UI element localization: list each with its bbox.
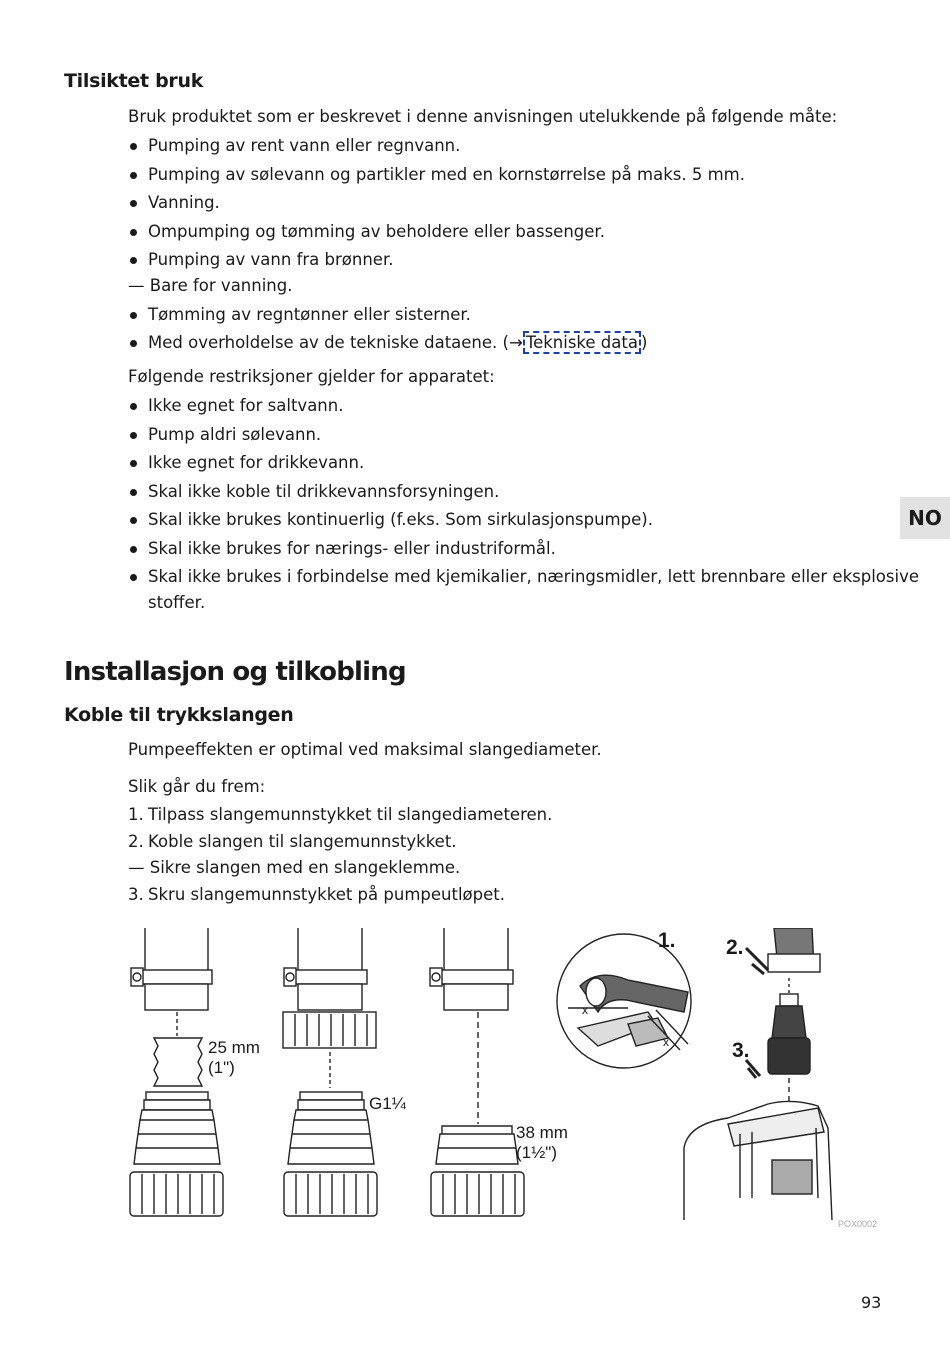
restrictions-list — [128, 396, 919, 613]
figure-code: POX0002 — [838, 1219, 878, 1229]
list-item: Pumping av rent vann eller regnvann. — [128, 136, 745, 156]
page-number: 93 — [861, 1293, 882, 1312]
steps-list — [128, 805, 552, 905]
list-item: Ompumping og tømming av beholdere eller bassenger. — [128, 222, 745, 242]
step-item: 1. Tilpass slangemunnstykket til slangediameteren. — [128, 805, 553, 824]
steps-intro: Slik går du frem: — [128, 777, 266, 796]
step-item: 2. Koble slangen til slangemunnstykket. — Sikre slangen med en slangeklemme. — [128, 832, 552, 878]
dimension-x-label: x — [582, 1003, 588, 1017]
pump-efficiency-note: Pumpeeffekten er optimal ved maksimal slangediameter. — [128, 740, 602, 759]
label-g-thread: G1¼ — [369, 1094, 406, 1113]
language-tab: NO — [900, 497, 950, 539]
list-item: Ikke egnet for saltvann. — [128, 396, 919, 416]
list-item: Vanning. — [128, 193, 745, 213]
figure-step-2: 2. — [726, 936, 744, 959]
hose-fitting-illustration — [128, 928, 880, 1220]
list-item: Skal ikke brukes for nærings- eller industriformål. — [128, 539, 919, 559]
figure-step-1: 1. — [658, 929, 676, 952]
list-item: Skal ikke brukes i forbindelse med kjemikalier, næringsmidler, lett brennbare eller eksplosive stoffer. — [128, 567, 919, 613]
hose-connection-figure — [128, 928, 880, 1229]
intended-use-intro: Bruk produktet som er beskrevet i denne anvisningen utelukkende på følgende måte: — [128, 107, 838, 126]
list-item: Pumping av sølevann og partikler med en kornstørrelse på maks. 5 mm. — [128, 165, 745, 185]
technical-data-link[interactable]: Tekniske data — [523, 331, 641, 354]
intended-uses-list — [128, 136, 745, 353]
list-item: Skal ikke brukes kontinuerlig (f.eks. Som sirkulasjonspumpe). — [128, 510, 919, 530]
list-item: Pump aldri sølevann. — [128, 425, 919, 445]
figure-step-3: 3. — [732, 1039, 750, 1062]
arrow-icon: → — [508, 333, 523, 352]
label-1-5-inch: (1½") — [516, 1143, 557, 1162]
subheading-pressure-hose: Koble til trykkslangen — [64, 704, 294, 726]
sub-item: — Bare for vanning. — [128, 276, 293, 295]
dimension-x-label: x — [663, 1035, 669, 1049]
section-title: Installasjon og tilkobling — [64, 657, 406, 687]
list-item: Med overholdelse av de tekniske dataene. (→ Tekniske data ) — [128, 333, 745, 353]
list-item: Skal ikke koble til drikkevannsforsyningen. — [128, 482, 919, 502]
pump-outlet-drawing — [684, 928, 832, 1220]
restrictions-intro: Følgende restriksjoner gjelder for apparatet: — [128, 367, 495, 386]
step-item: 3. Skru slangemunnstykket på pumpeutløpet. — [128, 885, 505, 904]
label-25mm: 25 mm — [208, 1038, 260, 1057]
heading-intended-use: Tilsiktet bruk — [64, 70, 204, 92]
sub-item: — Sikre slangen med en slangeklemme. — [128, 858, 461, 877]
list-item: Pumping av vann fra brønner. — Bare for vanning. — [128, 250, 745, 296]
fitting-38mm-drawing — [430, 928, 524, 1216]
fitting-g-thread-drawing — [283, 928, 377, 1216]
label-1-inch: (1") — [208, 1058, 235, 1077]
list-item: Ikke egnet for drikkevann. — [128, 453, 919, 473]
cutting-detail-drawing — [557, 934, 691, 1068]
label-38mm: 38 mm — [516, 1123, 568, 1142]
list-item: Tømming av regntønner eller sisterner. — [128, 305, 745, 325]
